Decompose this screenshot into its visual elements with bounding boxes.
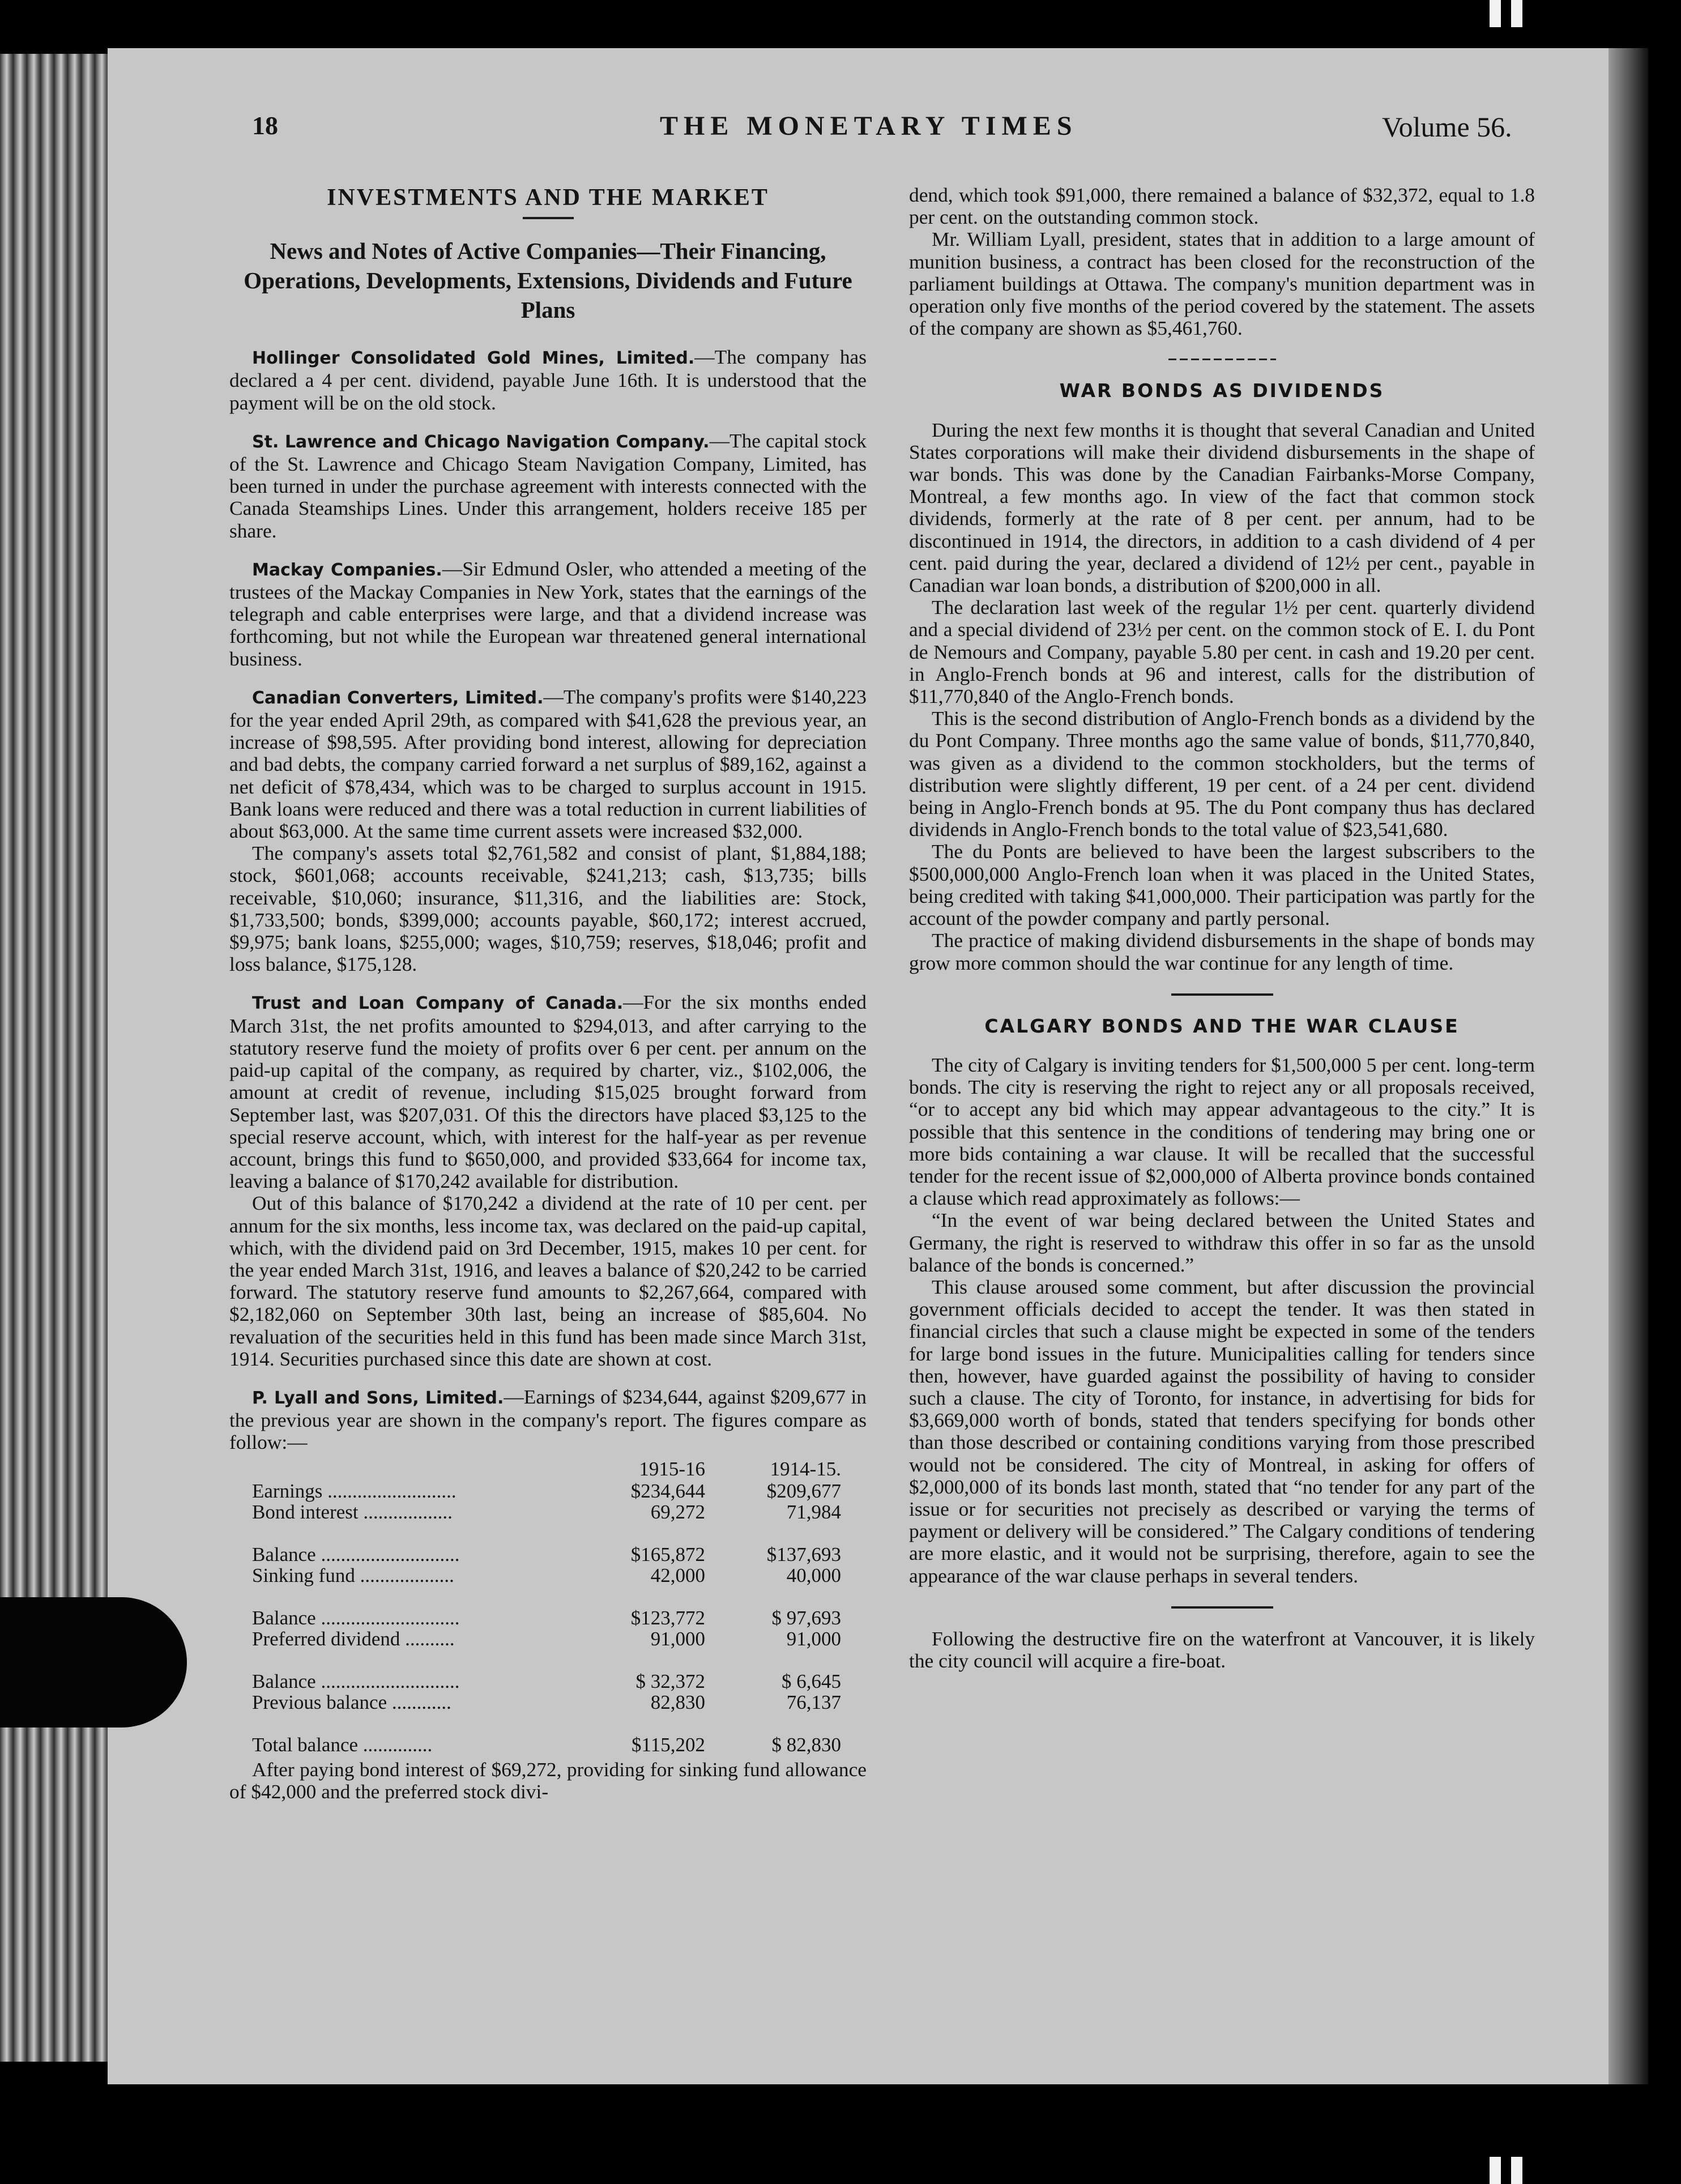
- article-st-lawrence: St. Lawrence and Chicago Navigation Company.—The capital stock of the St. Lawrence and Chicago Steam Navigation Company, Limited, has been turned in under the purchase agreement with interests connected with the Canada Steamships Lines. Under this arrangement, holders receive 185 per share.: [229, 429, 867, 542]
- paragraph: Out of this balance of $170,242 a dividend at the rate of 10 per cent. per annum for the six months, less income tax, was declared on the paid-up capital, which, with the dividend paid on 3rd December, 1915, makes 10 per cent. for the year ended March 31st, 1916, and leaves a balance of $20,242 to be carried forward. The statutory reserve fund amounts to $2,267,664, compared with $2,182,060 on September 30th last, being an increase of $85,604. No revaluation of the securities held in this fund has been made since March 31st, 1914. Securities purchased since this date are shown at cost.: [229, 1192, 867, 1370]
- book-spine-edge: [0, 54, 108, 2062]
- paragraph: During the next few months it is thought that several Canadian and United States corporations will make their dividend disbursements in the shape of war bonds. This was done by the Canadian Fairbanks-Morse Company, Montreal, a few months ago. In view of the fact that common stock dividends, formerly at the rate of 8 per cent. per annum, had to be discontinued in 1914, the directors, in addition to a cash dividend of 4 per cent. paid during the year, declared a dividend of 12½ per cent., payable in Canadian war loan bonds, a distribution of $200,000 in all.: [909, 418, 1535, 597]
- earnings-table: [252, 1457, 841, 1755]
- heading-rule: [523, 217, 574, 219]
- calgary-heading: CALGARY BONDS AND THE WAR CLAUSE: [984, 1014, 1460, 1037]
- section-divider: [1168, 359, 1276, 360]
- war-bonds-heading: WAR BONDS AS DIVIDENDS: [1059, 379, 1385, 402]
- right-column: [909, 184, 1535, 1672]
- column-header: 1915-16: [639, 1457, 705, 1480]
- section-heading: INVESTMENTS AND THE MARKET: [327, 185, 769, 211]
- company-name: Hollinger Consolidated Gold Mines, Limited.: [252, 348, 695, 369]
- scan-marker-bottom-1: [1490, 2157, 1501, 2184]
- article-canadian-converters: Canadian Converters, Limited.—The company's profits were $140,223 for the year ended April 29th, as compared with $41,628 the previous year, an increase of $98,595. After providing bond interest, allowing for depreciation and bad debts, the company carried forward a net surplus of $89,162, against a net deficit of $78,434, which was to be charged to surplus account in 1915. Bank loans were reduced and there was a total reduction in current liabilities of about $63,000. At the same time current assets were increased $32,000.: [229, 685, 867, 843]
- section-divider: [1171, 993, 1273, 996]
- page-right-shadow: [1609, 48, 1648, 2084]
- table-header-row: [252, 1457, 841, 1481]
- thumb-shadow: [0, 1597, 187, 1727]
- paragraph: The practice of making dividend disbursements in the shape of bonds may grow more common should the war continue for any length of time.: [909, 929, 1535, 974]
- article-mackay: Mackay Companies.—Sir Edmund Osler, who attended a meeting of the trustees of the Mackay Companies in New York, states that the earnings of the telegraph and cable enterprises were large, and that a dividend increase was forthcoming, but not while the European war threatened general international business.: [229, 557, 867, 670]
- article-trust-and-loan: Trust and Loan Company of Canada.—For the six months ended March 31st, the net profits amounted to $294,013, and after carrying to the statutory reserve fund the moiety of profits over 6 per cent. per annum on the paid-up capital of the company, as required by charter, viz., $102,006, the amount at credit of revenue, including $15,025 brought forward from September last, was $207,031. Of this the directors have placed $3,125 to the special reserve account, which, with interest for the half-year as per revenue account, brings this fund to $650,000, and provided $33,664 for income tax, leaving a balance of $170,242 available for distribution.: [229, 991, 867, 1193]
- paragraph: The du Ponts are believed to have been the largest subscribers to the $500,000,000 Anglo-French loan when it was placed in the United States, being credited with taking $41,000,000. Their participation was partly for the account of the powder company and partly personal.: [909, 840, 1535, 930]
- table-row: Preferred dividend .......... 91,000 91,000: [252, 1627, 841, 1650]
- paragraph: Mr. William Lyall, president, states that in addition to a large amount of munition business, a contract has been closed for the reconstruction of the parliament buildings at Ottawa. The company's munition department was in operation only five months of the period covered by the statement. The assets of the company are shown as $5,461,760.: [909, 228, 1535, 340]
- paragraph: This is the second distribution of Anglo-French bonds as a dividend by the du Pont Company. Three months ago the same value of bonds, $11,770,840, was given as a dividend to the common stockholders, but the terms of distribution were slightly different, 19 per cent. of a 24 per cent. dividend being in Anglo-French bonds at 95. The du Pont company thus has declared dividends in Anglo-French bonds to the total value of $23,541,680.: [909, 707, 1535, 841]
- section-subheading: News and Notes of Active Companies—Their Financing, Operations, Developments, Extensions, Dividends and Future Plans: [244, 238, 852, 323]
- scan-marker-top-2: [1511, 0, 1522, 27]
- table-row: Balance ............................ $ 32,372 $ 6,645: [252, 1670, 841, 1692]
- article-lyall: P. Lyall and Sons, Limited.—Earnings of $234,644, against $209,677 in the previous year are shown in the company's report. The figures compare as follow:—: [229, 1385, 867, 1454]
- table-row: Total balance .............. $115,202 $ 82,830: [252, 1733, 841, 1756]
- scan-marker-bottom-2: [1511, 2157, 1522, 2184]
- table-row: Previous balance ............ 82,830 76,137: [252, 1691, 841, 1713]
- paragraph: The declaration last week of the regular 1½ per cent. quarterly dividend and a special dividend of 23½ per cent. on the common stock of E. I. du Pont de Nemours and Company, payable 5.80 per cent. in cash and 19.20 per cent. in Anglo-French bonds at 96 and interest, calls for the distribution of $11,770,840 of the Anglo-French bonds.: [909, 596, 1535, 708]
- paragraph: This clause aroused some comment, but after discussion the provincial government officials decided to accept the tender. It was then stated in financial circles that such a clause might be expected in some of the tenders for large bond issues in the future. Municipalities calling for tenders since then, however, have guarded against the possibility of having to consider such a clause. The city of Toronto, for instance, in advertising for bids for $3,669,000 worth of bonds, stated that tenders specifying for bonds other than those described or containing conditions varying from those prescribed would not be considered. The city of Montreal, in asking for offers of $2,000,000 of its bonds last month, stated that “no tender for any part of the issue or for securities not precisely as described or varying the terms of payment or delivery will be considered.” The Calgary conditions of tendering are more elastic, and it would not be surprising, therefore, again to see the appearance of the war clause perhaps in several tenders.: [909, 1275, 1535, 1587]
- company-name: Trust and Loan Company of Canada.: [252, 993, 624, 1014]
- company-name: P. Lyall and Sons, Limited.: [252, 1388, 504, 1408]
- table-row: Earnings .......................... $234,644 $209,677: [252, 1479, 841, 1502]
- company-name: St. Lawrence and Chicago Navigation Company.: [252, 432, 710, 452]
- article-hollinger: Hollinger Consolidated Gold Mines, Limited.—The company has declared a 4 per cent. dividend, payable June 16th. It is understood that the payment will be on the old stock.: [229, 345, 867, 414]
- company-name: Canadian Converters, Limited.: [252, 688, 544, 708]
- section-divider: [1171, 1606, 1273, 1609]
- paragraph: The company's assets total $2,761,582 and consist of plant, $1,884,188; stock, $601,068; accounts receivable, $241,213; cash, $13,735; bills receivable, $10,060; insurance, $11,316, and the liabilities are: Stock, $1,733,500; bonds, $399,000; accounts payable, $60,172; interest accrued, $9,975; bank loans, $255,000; wages, $10,759; reserves, $18,046; profit and loss balance, $175,128.: [229, 842, 867, 976]
- table-row: Sinking fund ................... 42,000 40,000: [252, 1564, 841, 1586]
- table-row: Bond interest .................. 69,272 71,984: [252, 1500, 841, 1523]
- scan-marker-top-1: [1490, 0, 1501, 27]
- volume-label: Volume 56.: [1382, 111, 1512, 143]
- paragraph: dend, which took $91,000, there remained a balance of $32,372, equal to 1.8 per cent. on the outstanding common stock.: [909, 184, 1535, 229]
- company-name: Mackay Companies.: [252, 560, 442, 580]
- paragraph: The city of Calgary is inviting tenders for $1,500,000 5 per cent. long-term bonds. The city is reserving the right to reject any or all proposals received, “or to accept any bid which may appear advantageous to the city.” It is possible that this sentence in the conditions of tendering may bring one or more bids containing a war clause. It will be recalled that the successful tender for the recent issue of $2,000,000 of Alberta province bonds contained a clause which read approximately as follows:—: [909, 1053, 1535, 1210]
- publication-title: THE MONETARY TIMES: [660, 111, 1078, 141]
- page-number: 18: [252, 111, 278, 140]
- quoted-clause: “In the event of war being declared between the United States and Germany, the right is reserved to withdraw this offer in so far as the unsold balance of the bonds is concerned.”: [909, 1209, 1535, 1276]
- left-column: [229, 187, 867, 1803]
- paragraph: Following the destructive fire on the waterfront at Vancouver, it is likely the city council will acquire a fire-boat.: [909, 1627, 1535, 1672]
- paragraph: After paying bond interest of $69,272, providing for sinking fund allowance of $42,000 and the preferred stock divi-: [229, 1758, 867, 1803]
- column-header: 1914-15.: [770, 1457, 841, 1480]
- table-row: Balance ............................ $123,772 $ 97,693: [252, 1606, 841, 1629]
- table-row: Balance ............................ $165,872 $137,693: [252, 1543, 841, 1566]
